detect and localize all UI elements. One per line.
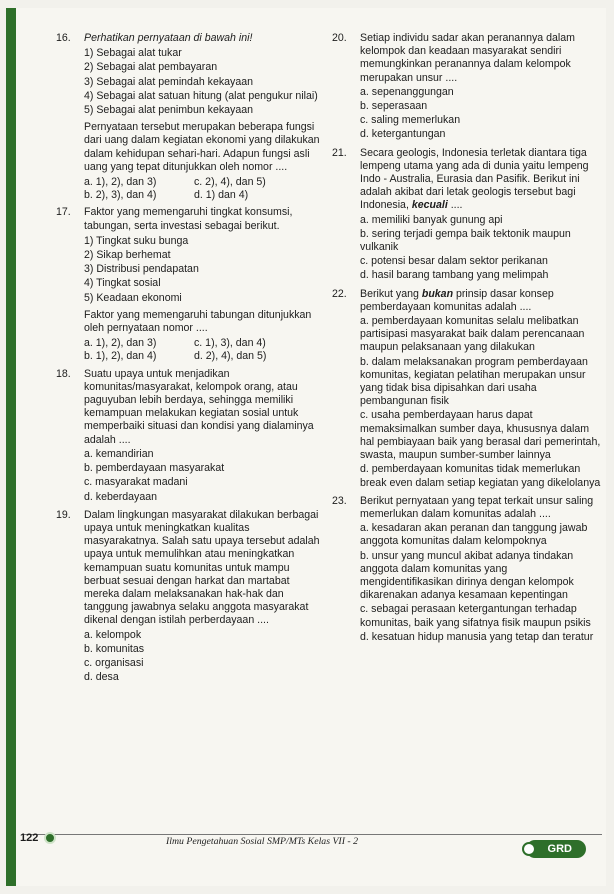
question-22 — [332, 288, 602, 491]
question-number: 16. — [56, 32, 71, 44]
option-a[interactable]: a. kemandirian — [84, 447, 154, 460]
page-number: 122 — [20, 832, 56, 844]
option-c[interactable]: c. masyarakat madani — [84, 476, 188, 489]
option-a[interactable]: a. pemberdayaan komunitas selalu melibatkan partisipasi masyarakat baik dalam perencanaan maupun pelaksanaan yang dilakukan — [360, 315, 585, 354]
option-a[interactable]: a. kesadaran akan peranan dan tanggung jawab anggota komunitas dalam kelompoknya — [360, 522, 588, 548]
option-a[interactable]: a. 1), 2), dan 3) — [84, 176, 157, 189]
statement-item: 5) Keadaan ekonomi — [84, 291, 182, 304]
question-18 — [56, 368, 321, 505]
question-21 — [332, 147, 602, 284]
question-number: 20. — [332, 32, 347, 44]
option-d[interactable]: d. pemberdayaan komunitas tidak memerlukan break even dalam setiap kegiatan yang dikelolanya — [360, 463, 601, 489]
option-a[interactable]: a. memiliki banyak gunung api — [360, 213, 503, 226]
option-b[interactable]: b. komunitas — [84, 642, 145, 655]
question-stem: Setiap individu sadar akan peranannya dalam kelompok dan keadaan masyarakat sendiri memungkinkan peranannya dalam kelompok merupakan unsur .... — [360, 32, 575, 84]
option-c[interactable]: c. saling memerlukan — [360, 114, 461, 127]
statement-item: 4) Sebagai alat satuan hitung (alat pengukur nilai) — [84, 89, 318, 102]
publisher-logo: GRD — [526, 840, 586, 858]
question-stem: Berikut pernyataan yang tepat terkait unsur saling memerlukan dalam komunitas adalah .... — [360, 494, 594, 520]
question-stem: Dalam lingkungan masyarakat dilakukan berbagai upaya untuk meningkatkan kualitas masyarakatnya. Salah satu upaya tersebut adalah upaya untuk memulihkan atau meningkatkan kemampuan suatu komunitas untuk mampu berbuat sesuai dengan harkat dan martabat mereka dalam melaksanakan hak-hak dan tanggung jawabnya selaku anggota masyarakat dikenal dengan istilah perberdayaan .... — [84, 508, 320, 627]
question-number: 22. — [332, 287, 347, 300]
option-a[interactable]: a. kelompok — [84, 628, 142, 641]
option-d[interactable]: d. ketergantungan — [360, 128, 446, 141]
question-stem: Berikut yang bukan prinsip dasar konsep pemberdayaan komunitas adalah .... — [360, 287, 554, 313]
statement-item: 1) Tingkat suku bunga — [84, 234, 189, 247]
left-column — [56, 32, 321, 689]
question-number: 17. — [56, 206, 71, 219]
question-stem: Suatu upaya untuk menjadikan komunitas/masyarakat, kelompok orang, atau paguyuban lebih berdaya, sehingga memiliki kemampuan melakukan kegiatan sosial untuk memperbaiki situasi dan kondisi yang dialaminya adalah .... — [84, 367, 314, 446]
question-stem: Pernyataan tersebut merupakan beberapa fungsi dari uang dalam kegiatan ekonomi yang dilakukan dalam kehidupan sehari-hari. Adapun fungsi asli uang yang tepat ditunjukkan oleh nomor .... — [84, 121, 320, 173]
question-17 — [56, 206, 321, 363]
option-c[interactable]: c. 1), 3), dan 4) — [194, 337, 266, 350]
book-title: Ilmu Pengetahuan Sosial SMP/MTs Kelas VII - 2 — [166, 836, 359, 847]
option-b[interactable]: b. 2), 3), dan 4) — [84, 189, 157, 202]
circle-icon — [522, 842, 536, 856]
option-c[interactable]: c. organisasi — [84, 656, 144, 669]
option-c[interactable]: c. usaha pemberdayaan harus dapat memaksimalkan sumber daya, khususnya dalam hal pembiayaan baik yang berasal dari pemerintah, swasta, maupun sumber-sumber lainnya — [360, 409, 601, 462]
question-20 — [332, 32, 602, 143]
option-b[interactable]: b. sering terjadi gempa baik tektonik maupun vulkanik — [360, 227, 571, 254]
option-c[interactable]: c. 2), 4), dan 5) — [194, 176, 266, 189]
question-23 — [332, 495, 602, 645]
question-19 — [56, 509, 321, 686]
question-intro: Faktor yang memengaruhi tingkat konsumsi, tabungan, serta investasi sebagai berikut. — [84, 206, 293, 232]
question-number: 19. — [56, 508, 71, 521]
statement-item: 5) Sebagai alat penimbun kekayaan — [84, 104, 254, 117]
question-intro: Perhatikan pernyataan di bawah ini! — [84, 32, 253, 44]
option-b[interactable]: b. pemberdayaan masyarakat — [84, 462, 225, 475]
option-a[interactable]: a. sepenanggungan — [360, 85, 454, 98]
statement-item: 2) Sebagai alat pembayaran — [84, 61, 218, 74]
question-number: 23. — [332, 494, 347, 507]
statement-item: 2) Sikap berhemat — [84, 249, 171, 262]
option-c[interactable]: c. potensi besar dalam sektor perikanan — [360, 255, 548, 268]
option-d[interactable]: d. 2), 4), dan 5) — [194, 350, 267, 363]
statement-item: 1) Sebagai alat tukar — [84, 47, 182, 60]
option-d[interactable]: d. 1) dan 4) — [194, 189, 249, 202]
option-b[interactable]: b. unsur yang muncul akibat adanya tindakan anggota dalam komunitas yang mengidentifikasikan dirinya dengan kelompok dikarenakan adanya kesamaan kepentingan — [360, 549, 574, 602]
workbook-page — [6, 8, 606, 886]
question-number: 18. — [56, 367, 71, 380]
question-stem: Faktor yang memengaruhi tabungan ditunjukkan oleh pernyataan nomor .... — [84, 308, 312, 335]
option-b[interactable]: b. seperasaan — [360, 100, 428, 113]
question-16 — [56, 32, 321, 202]
question-number: 21. — [332, 146, 347, 159]
right-column — [332, 32, 602, 649]
statement-item: 3) Distribusi pendapatan — [84, 263, 199, 276]
option-d[interactable]: d. hasil barang tambang yang melimpah — [360, 269, 549, 282]
option-a[interactable]: a. 1), 2), dan 3) — [84, 337, 157, 350]
circle-icon — [44, 832, 56, 844]
option-d[interactable]: d. keberdayaan — [84, 490, 158, 503]
question-stem: Secara geologis, Indonesia terletak diantara tiga lempeng utama yang ada di dunia yaitu lempeng Indo - Australia, Eurasia dan Pasifik. Berikut ini adalah akibat dari letak geologis tersebut bagi Indonesia, kecuali .... — [360, 146, 589, 212]
option-b[interactable]: b. 1), 2), dan 4) — [84, 350, 157, 363]
option-b[interactable]: b. dalam melaksanakan program pemberdayaan komunitas, kegiatan pelatihan merupakan unsur yang tidak bisa dipisahkan dari usaha pembangunan fisik — [360, 355, 588, 408]
option-d[interactable]: d. kesatuan hidup manusia yang tetap dan teratur — [360, 630, 594, 643]
option-d[interactable]: d. desa — [84, 671, 119, 684]
statement-item: 4) Tingkat sosial — [84, 277, 161, 290]
footer-divider — [22, 834, 602, 835]
statement-item: 3) Sebagai alat pemindah kekayaan — [84, 75, 254, 88]
option-c[interactable]: c. sebagai perasaan ketergantungan terhadap komunitas, baik yang sifatnya fisik maupun psikis — [360, 603, 591, 629]
